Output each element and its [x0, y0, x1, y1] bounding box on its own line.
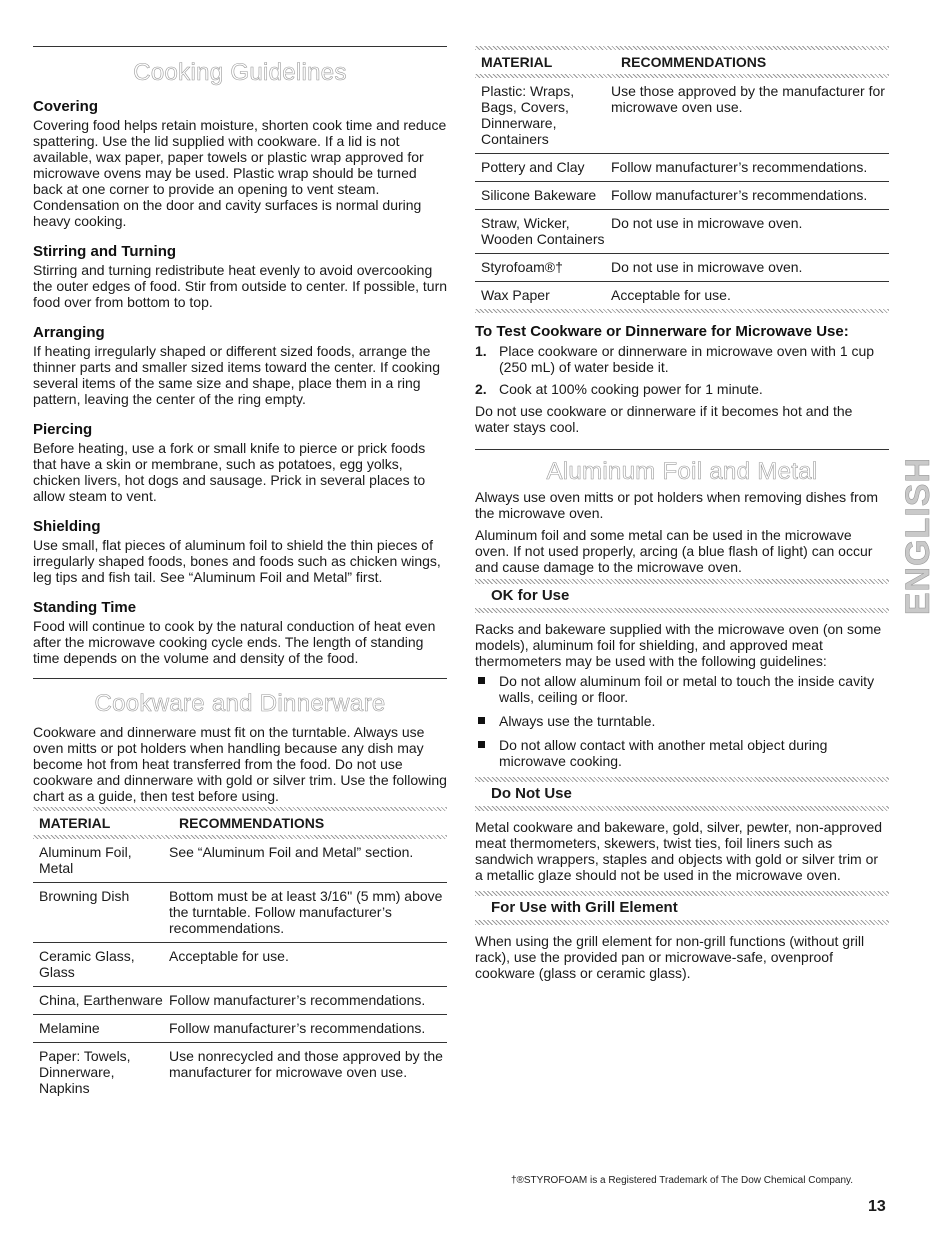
bullet-icon	[478, 717, 485, 724]
grill-heading: For Use with Grill Element	[491, 899, 678, 916]
right-column	[475, 0, 889, 981]
step-number: 1.	[475, 343, 487, 359]
table-row	[475, 78, 889, 154]
section-rule	[475, 449, 889, 450]
recommendation-cell: Do not use in microwave oven.	[605, 210, 889, 254]
left-column	[33, 0, 447, 1102]
recommendation-cell: Use those approved by the manufacturer for microwave oven use.	[605, 78, 889, 154]
table-header-row	[475, 50, 889, 74]
recommendation-cell: See “Aluminum Foil and Metal” section.	[163, 839, 447, 883]
section-rule	[33, 678, 447, 679]
material-cell: Silicone Bakeware	[475, 182, 605, 210]
foil-p1: Always use oven mitts or pot holders when removing dishes from the microwave oven.	[475, 489, 879, 521]
material-table-right	[475, 50, 889, 74]
foil-title: Aluminum Foil and Metal	[546, 458, 818, 485]
recommendation-cell: Use nonrecycled and those approved by the manufacturer for microwave oven use.	[169, 1048, 443, 1080]
grill-text: When using the grill element for non-grill functions (without grill rack), use the provided pan or microwave-safe, ovenproof cookware (glass or ceramic glass).	[475, 933, 865, 981]
arranging-text: If heating irregularly shaped or different sized foods, arrange the thinner parts and smaller sized items toward the center. If cooking several items of the same size and shape, place them in a ring pattern, leaving the center of the ring empty.	[33, 343, 440, 407]
cooking-guidelines-title: Cooking Guidelines	[133, 59, 347, 86]
shielding-text: Use small, flat pieces of aluminum foil to shield the thin pieces of irregularly shaped foods, bones and foods such as chicken wings, leg tips and fish tail. See “Aluminum Foil and Metal” first.	[33, 537, 441, 585]
ok-for-use-heading: OK for Use	[491, 587, 570, 604]
material-cell: Straw, Wicker, Wooden Containers	[475, 210, 605, 254]
bullet-text: Do not allow aluminum foil or metal to touch the inside cavity walls, ceiling or floor.	[499, 673, 875, 705]
table-row	[33, 1015, 447, 1043]
table-row	[33, 883, 447, 943]
material-table-left	[33, 811, 447, 835]
standing-time-heading: Standing Time	[33, 599, 137, 616]
arranging-heading: Arranging	[33, 324, 105, 341]
bullet-icon	[478, 741, 485, 748]
table-row	[33, 943, 447, 987]
table-row	[475, 210, 889, 254]
test-note: Do not use cookware or dinnerware if it becomes hot and the water stays cool.	[475, 403, 853, 435]
do-not-use-text: Metal cookware and bakeware, gold, silver, pewter, non-approved meat thermometers, skewers, twist ties, foil liners such as sandwich wrappers, staples and objects with gold or silver trim or a metallic glaze should not be used in the microwave oven.	[475, 819, 883, 883]
material-table-right-body	[475, 78, 889, 309]
material-cell: Wax Paper	[481, 287, 550, 303]
recommendation-cell: Follow manufacturer’s recommendations.	[605, 154, 889, 182]
table-bottom-hatch	[475, 309, 889, 313]
table-row	[475, 282, 889, 310]
recommendation-cell: Acceptable for use.	[611, 287, 731, 303]
list-item	[475, 713, 889, 729]
material-cell: Plastic: Wraps, Bags, Covers, Dinnerware, Containers	[475, 78, 605, 154]
material-table-left-body	[33, 839, 447, 1102]
table-row	[33, 987, 447, 1015]
material-header: MATERIAL	[481, 54, 553, 70]
list-item	[475, 381, 889, 397]
recommendation-cell: Acceptable for use.	[163, 943, 447, 987]
foil-p2: Aluminum foil and some metal can be used in the microwave oven. If not used properly, arcing (a blue flash of light) can occur and cause damage to the microwave oven.	[475, 527, 873, 575]
material-cell: Melamine	[33, 1015, 163, 1043]
do-not-use-heading: Do Not Use	[491, 785, 572, 802]
language-side-tab	[898, 452, 938, 620]
material-cell: Paper: Towels, Dinnerware, Napkins	[39, 1048, 131, 1096]
step-text: Place cookware or dinnerware in microwave oven with 1 cup (250 mL) of water beside it.	[499, 343, 875, 375]
page-number: 13	[868, 1198, 886, 1215]
band-hatch	[475, 608, 889, 613]
table-row	[475, 254, 889, 282]
table-row	[33, 1043, 447, 1103]
recommendation-cell: Do not use in microwave oven.	[605, 254, 889, 282]
table-row	[475, 154, 889, 182]
piercing-text: Before heating, use a fork or small knife to pierce or prick foods that have a skin or membrane, such as potatoes, egg yolks, chicken livers, hot dogs and sausage. Prick in several places to allow steam to vent.	[33, 440, 426, 504]
test-steps	[475, 343, 889, 397]
shielding-heading: Shielding	[33, 518, 101, 535]
material-header: MATERIAL	[39, 815, 111, 831]
list-item	[475, 673, 889, 705]
recommendation-cell: Follow manufacturer’s recommendations.	[163, 987, 447, 1015]
recommendation-cell: Bottom must be at least 3/16" (5 mm) above the turntable. Follow manufacturer’s recommendations.	[163, 883, 447, 943]
covering-heading: Covering	[33, 98, 99, 115]
list-item	[475, 343, 889, 375]
material-cell: China, Earthenware	[33, 987, 163, 1015]
table-row	[33, 839, 447, 883]
recommendation-cell: Follow manufacturer’s recommendations.	[605, 182, 889, 210]
bullet-icon	[478, 677, 485, 684]
test-heading: To Test Cookware or Dinnerware for Microwave Use:	[475, 323, 849, 340]
language-label: ENGLISH	[899, 456, 937, 616]
table-header-row	[33, 811, 447, 835]
section-rule	[33, 46, 447, 47]
bullet-text: Always use the turntable.	[499, 713, 656, 729]
band-hatch	[475, 920, 889, 925]
list-item	[475, 737, 889, 769]
stirring-heading: Stirring and Turning	[33, 243, 177, 260]
material-cell: Ceramic Glass, Glass	[33, 943, 163, 987]
piercing-heading: Piercing	[33, 421, 93, 438]
recommendations-header: RECOMMENDATIONS	[179, 815, 325, 831]
footnote: †®STYROFOAM is a Registered Trademark of The Dow Chemical Company.	[510, 1175, 854, 1186]
step-text: Cook at 100% cooking power for 1 minute.	[499, 381, 763, 397]
cookware-intro: Cookware and dinnerware must fit on the turntable. Always use oven mitts or pot holders when handling because any dish may become hot from heat transferred from the food. Do not use cookware and dinnerware with gold or silver trim. Use the following chart as a guide, then test before using.	[33, 724, 447, 804]
step-number: 2.	[475, 381, 487, 397]
material-cell: Browning Dish	[33, 883, 163, 943]
material-cell: Styrofoam®†	[475, 254, 605, 282]
material-cell: Pottery and Clay	[475, 154, 605, 182]
cookware-title: Cookware and Dinnerware	[94, 690, 386, 717]
material-cell: Aluminum Foil, Metal	[33, 839, 163, 883]
stirring-text: Stirring and turning redistribute heat evenly to avoid overcooking the outer edges of food. Stir from outside to center. If possible, turn food over from bottom to top.	[33, 262, 448, 310]
ok-bullets	[475, 673, 889, 769]
band-hatch	[475, 806, 889, 811]
standing-time-text: Food will continue to cook by the natural conduction of heat even after the microwave cooking cycle ends. The length of standing time depends on the volume and density of the food.	[33, 618, 436, 666]
covering-text: Covering food helps retain moisture, shorten cook time and reduce spattering. Use the lid supplied with cookware. If a lid is not available, wax paper, paper towels or plastic wrap approved for microwave ovens may be used. Plastic wrap should be turned back at one corner to provide an opening to vent steam. Condensation on the door and cavity surfaces is normal during heavy cooking.	[33, 117, 447, 229]
ok-text: Racks and bakeware supplied with the microwave oven (on some models), aluminum foil for shielding, and approved meat thermometers may be used with the following guidelines:	[475, 621, 882, 669]
table-row	[475, 182, 889, 210]
recommendations-header: RECOMMENDATIONS	[621, 54, 767, 70]
recommendation-cell: Follow manufacturer’s recommendations.	[163, 1015, 447, 1043]
bullet-text: Do not allow contact with another metal object during microwave cooking.	[499, 737, 828, 769]
